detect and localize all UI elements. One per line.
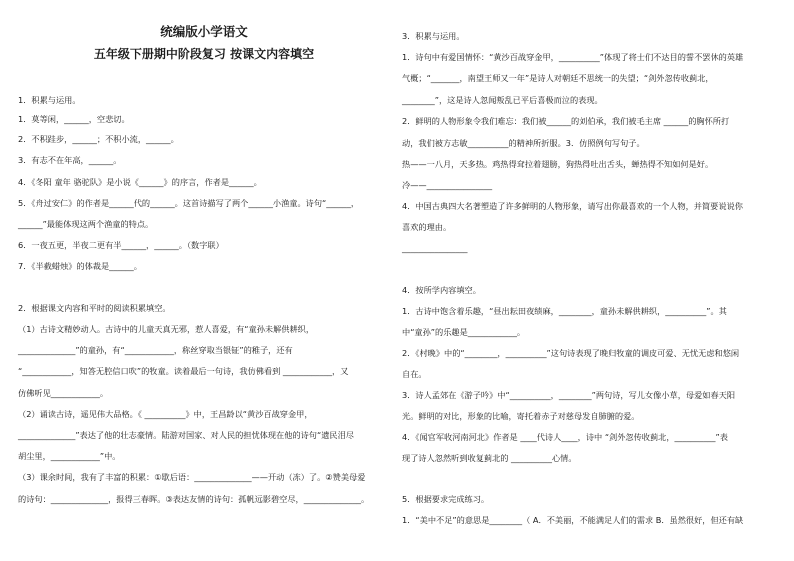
left-text-line: 6．一夜五更，半夜二更有半______，______。（数字联） [18,240,224,250]
document-subtitle: 五年级下册期中阶段复习 按课文内容填空 [93,47,315,61]
right-text-line: 自在。 [402,369,427,379]
left-text-line: 3．有志不在年高，______。 [18,155,122,165]
right-text-line: 1．“美中不足”的意思是________（ A．不美丽，不能满足人们的需求 B．虽然很好，但还有缺 [402,515,744,525]
left-text-line: 5．《舟过安仁》的作者是______代的______。这首诗描写了两个______小渔童。诗句“______， [18,198,360,208]
left-text-line: ______________”的童孙，有“____________，称丝穿取当银钲”的稚子，还有 [18,345,293,355]
left-text-line: （3）课余时间，我有了丰富的积累：①歇后语：______________——开动（冻）了。②赞美母爱 [18,472,366,482]
right-text-line: 现了诗人忽然听到收复蓟北的 __________心情。 [402,453,577,463]
right-text-line: 4．按所学内容填空。 [402,285,481,295]
left-text-line: 胡尘里，____________”中。 [18,451,121,461]
right-text-line: 热——一八月，天多热。鸡热得耷拉着翅膀，狗热得吐出舌头，蝉热得不知如何是好。 [402,159,714,169]
right-text-line: 5．根据要求完成练习。 [402,494,490,504]
right-text-line: ________”，这是诗人忽闻叛乱已平后喜极而泣的表现。 [402,95,603,105]
right-text-line: 2．《村晚》中的“________，__________”这句诗表现了晚归牧童的调皮可爱、无忧无虑和悠闲 [402,348,740,358]
left-text-line: 2．根据课文内容和平时的阅读积累填空。 [18,303,171,313]
right-text-line: 4．中国古典四大名著塑造了许多鲜明的人物形象，请写出你最喜欢的一个人物，并简要说说你 [402,201,743,211]
right-text-line: 冷——________________ [402,180,493,190]
right-text-line: 中“童孙”的乐趣是____________。 [402,327,526,337]
right-text-line: 喜欢的理由。 [402,222,452,232]
left-text-line: 1．莫等闲，______，空悲切。 [18,114,130,124]
right-text-line: 3．积累与运用。 [402,31,465,41]
document-title: 统编版小学语文 [160,24,248,39]
left-text-line: 2．不积跬步，______；不积小流，______。 [18,134,179,144]
left-text-line: ______”最能体现这两个渔童的特点。 [18,219,154,229]
left-text-line: 4．《冬阳 童年 骆驼队》是小说《______》的序言，作者是______。 [18,177,262,187]
left-text-line: 1．积累与运用。 [18,95,81,105]
left-text-line: （2）诵读古诗，遥见伟大品格。《 __________》中，王昌龄以“黄沙百战穿金甲， [18,409,313,419]
right-text-line: 动，我们被方志敏__________的精神所折服。3．仿照例句写句子。 [402,138,645,148]
right-text-line: 1．诗句中有爱国情怀：“黄沙百战穿金甲，__________”体现了将士们不达目的誓不罢休的英雄 [402,52,744,62]
right-text-line: 气概；“_______，南望王师又一年”是诗人对朝廷不思统一的失望；“剑外忽传收蓟北， [402,73,714,83]
right-text-line: 1．古诗中饱含着乐趣，“昼出耘田夜绩麻，________，童孙未解供耕织，__________”。其 [402,306,727,316]
right-text-line: 2．鲜明的人物形象令我们难忘：我们被______的刘伯承，我们被毛主席 ______的胸怀所打 [402,116,730,126]
left-text-line: “____________，知答无腔信口吹”的牧童。读着最后一句诗，我仿佛看到 ____________，又 [18,366,349,376]
left-text-line: 7．《半截蜡烛》的体裁是______。 [18,261,142,271]
left-text-line: （1）古诗文精妙动人。古诗中的儿童天真无邪，惹人喜爱，有“童孙未解供耕织， [18,324,315,334]
right-text-line: 3．诗人孟郊在《游子吟》中“__________，________”两句诗，写儿女像小草，母爱如春天阳 [402,390,736,400]
left-text-line: 的诗句：______________，报得三春晖。③表达友情的诗句：孤帆远影碧空尽，______________。 [18,494,370,504]
right-text-line: 光。鲜明的对比，形象的比喻，寄托着赤子对慈母发自肺腑的爱。 [402,411,640,421]
left-text-line: ______________”表达了他的壮志豪情。陆游对国家、对人民的担忧体现在他的诗句“遗民泪尽 [18,430,354,440]
right-text-line: ________________ [402,243,468,253]
left-text-line: 仿佛听见____________。 [18,388,109,398]
right-text-line: 4．《闻官军收河南河北》作者是 ____代诗人____，诗中 “剑外忽传收蓟北，__________”表 [402,432,728,442]
